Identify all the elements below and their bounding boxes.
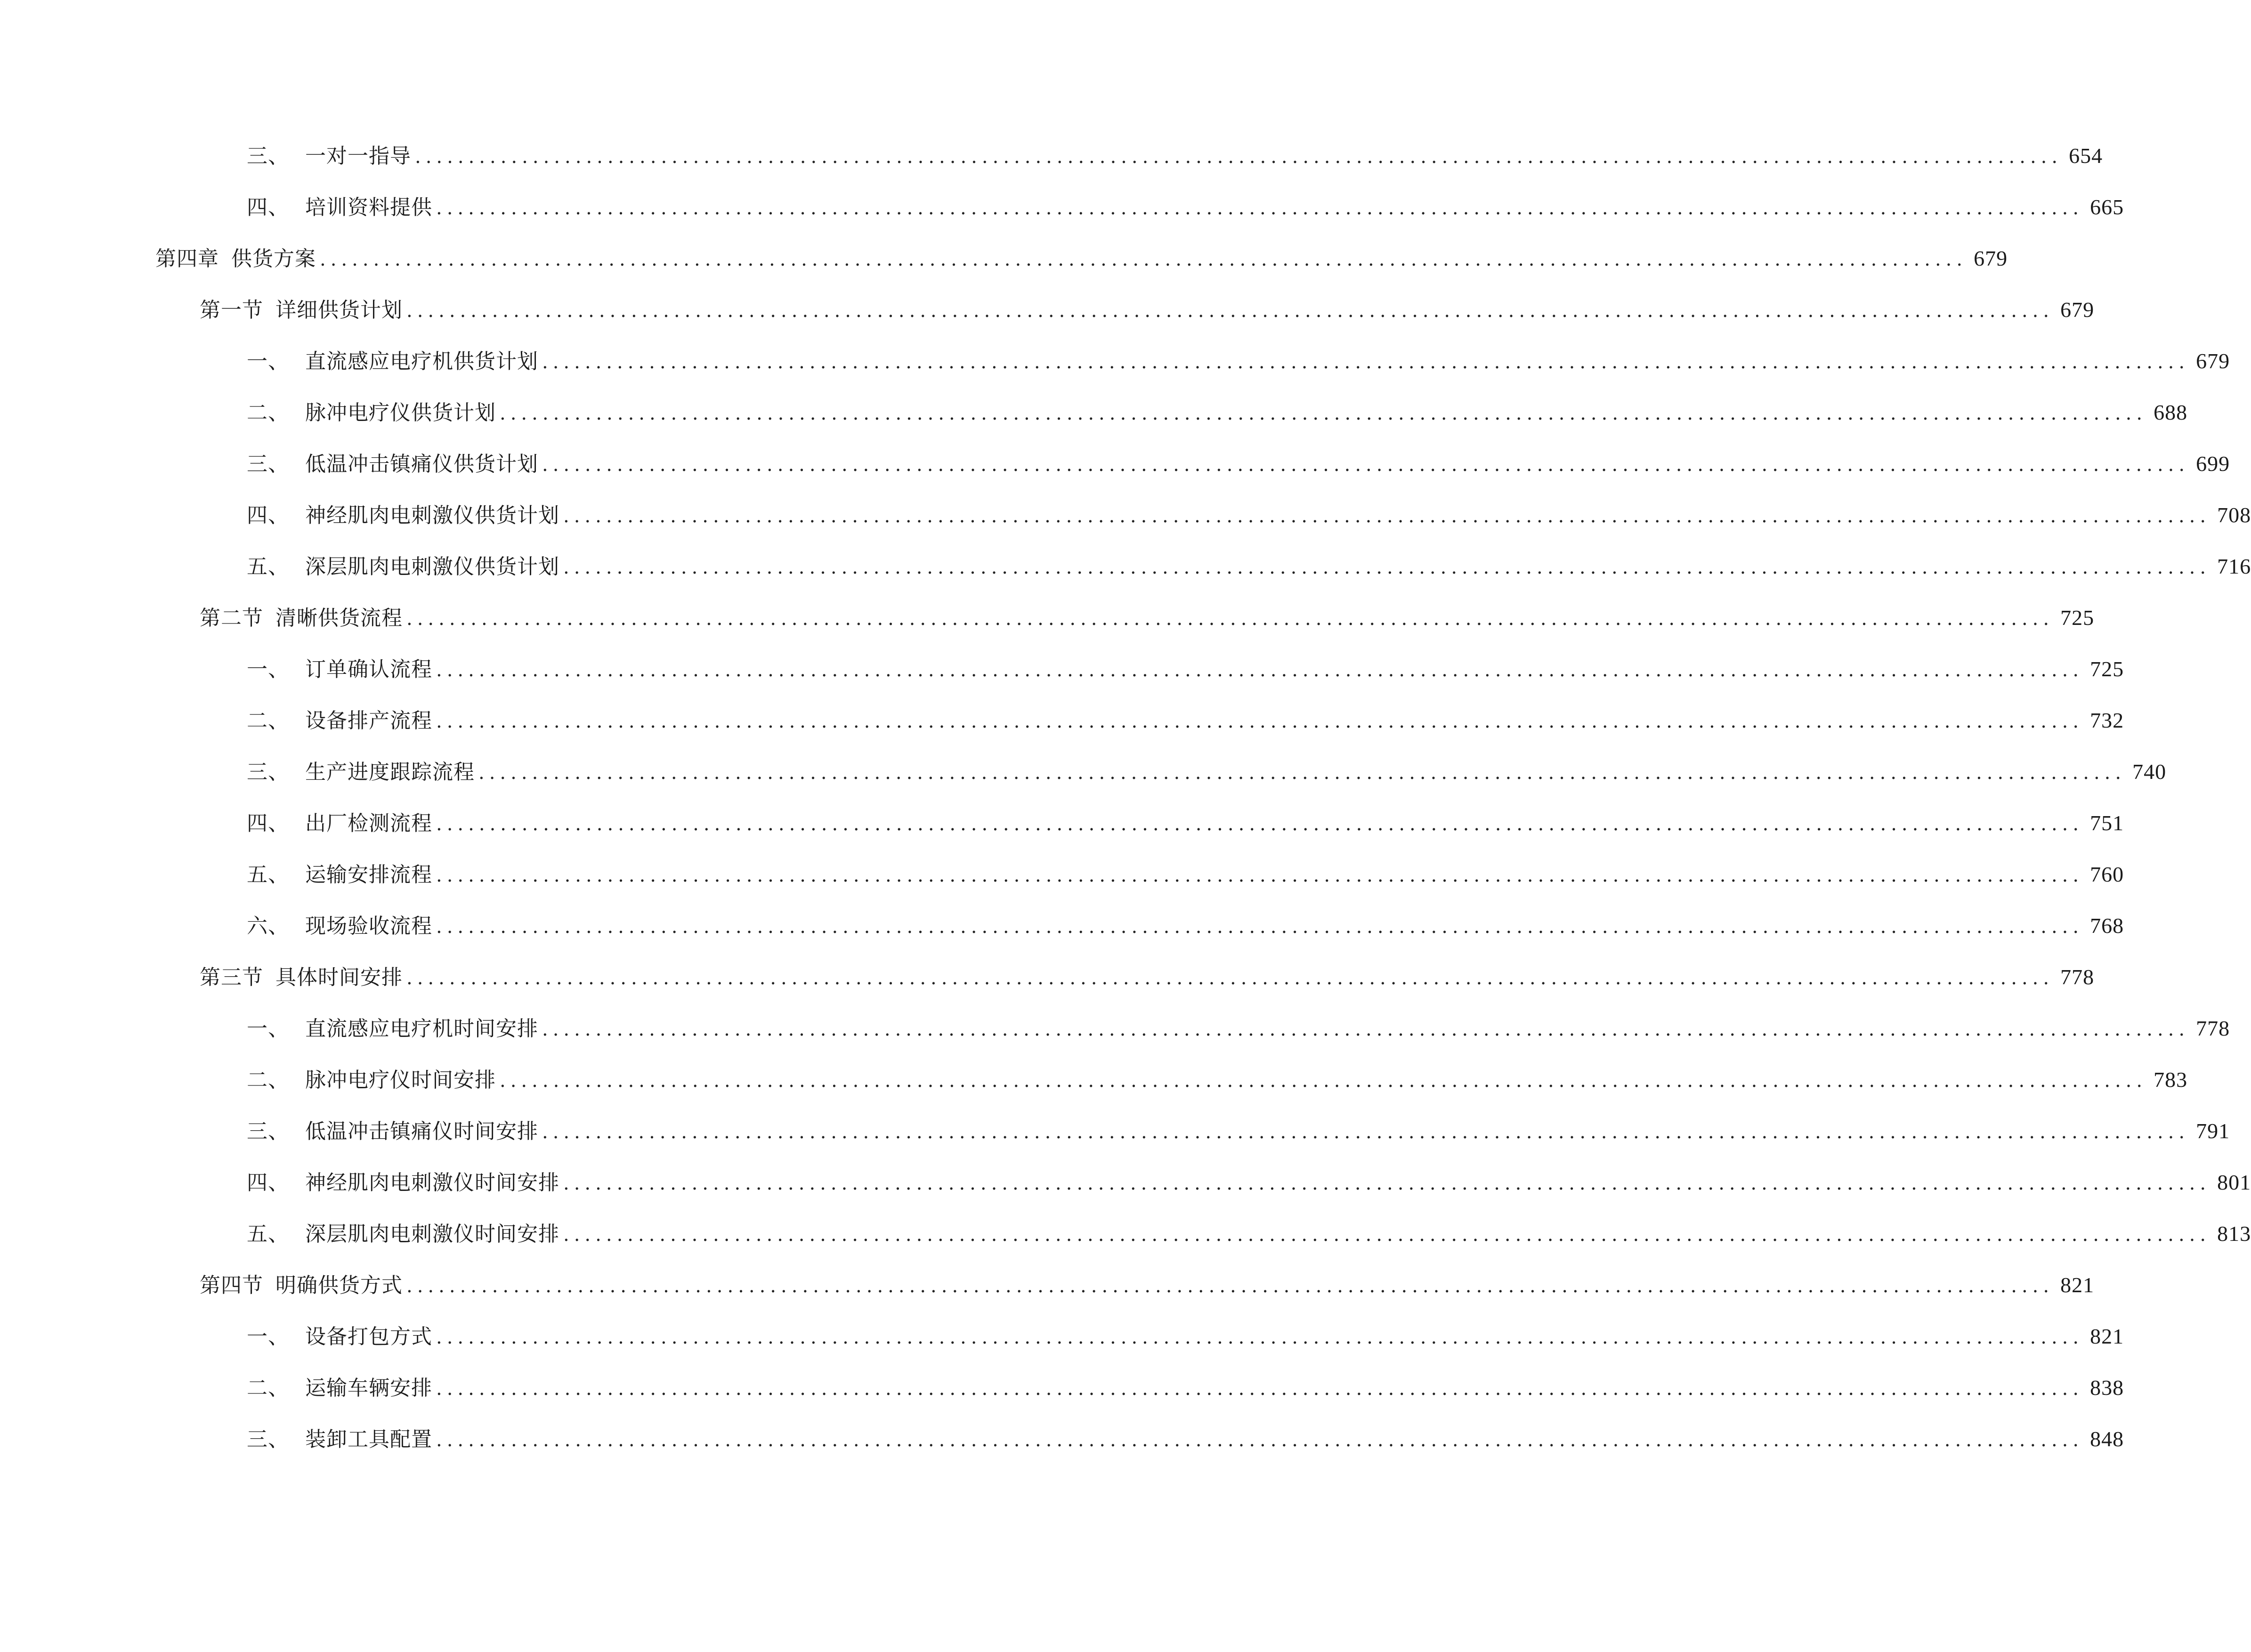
toc-entry-page: 778: [2060, 965, 2095, 989]
toc-entry[interactable]: [247, 1012, 2230, 1045]
toc-entry-number: 一、: [247, 349, 289, 373]
toc-entry-title: 运输安排流程: [305, 863, 432, 887]
dot-leader: ..........................................................................................................................................................: [500, 1070, 2147, 1092]
dot-leader: ..........................................................................................................................................................: [500, 403, 2147, 424]
toc-entry-page: 768: [2090, 914, 2124, 938]
toc-entry[interactable]: [247, 704, 2124, 737]
toc-entry[interactable]: [247, 1063, 2188, 1096]
toc-entry-title: 设备排产流程: [305, 709, 432, 733]
toc-chapter-entry[interactable]: [155, 242, 2008, 275]
toc-entry-number: 四、: [247, 195, 289, 219]
toc-section-entry[interactable]: [200, 961, 2095, 994]
toc-section-entry[interactable]: [200, 1269, 2095, 1302]
dot-leader: ..........................................................................................................................................................: [320, 249, 1968, 270]
toc-entry-page: 801: [2217, 1170, 2251, 1194]
dot-leader: ..........................................................................................................................................................: [436, 916, 2084, 938]
toc-entry-title: 脉冲电疗仪时间安排: [305, 1068, 496, 1092]
toc-entry-title: 脉冲电疗仪供货计划: [305, 401, 496, 425]
toc-entry-page: 716: [2217, 554, 2251, 578]
dot-leader: ..........................................................................................................................................................: [415, 146, 2063, 168]
toc-section-entry[interactable]: [200, 293, 2095, 326]
toc-entry-page: 732: [2090, 708, 2124, 732]
toc-entry-page: 813: [2217, 1222, 2251, 1246]
toc-entry-title: 一对一指导: [305, 144, 411, 168]
dot-leader: ..........................................................................................................................................................: [436, 1378, 2084, 1400]
toc-entry-title: 神经肌肉电刺激仪时间安排: [305, 1171, 559, 1195]
toc-entry-title: 明确供货方式: [275, 1273, 403, 1297]
toc-entry[interactable]: [247, 653, 2124, 686]
dot-leader: ..........................................................................................................................................................: [436, 813, 2084, 835]
toc-entry-number: 四、: [247, 1171, 289, 1195]
toc-entry-title: 详细供货计划: [275, 298, 403, 322]
toc-entry-page: 725: [2090, 657, 2124, 681]
toc-entry-number: 一、: [247, 657, 289, 681]
toc-entry[interactable]: [247, 1115, 2230, 1148]
toc-entry[interactable]: [247, 755, 2167, 788]
dot-leader: ..........................................................................................................................................................: [436, 1327, 2084, 1348]
toc-entry-number: 五、: [247, 555, 289, 579]
toc-entry-page: 708: [2217, 503, 2251, 527]
dot-leader: ..........................................................................................................................................................: [436, 659, 2084, 681]
toc-entry-page: 679: [1974, 246, 2008, 270]
toc-entry-page: 791: [2196, 1119, 2230, 1143]
toc-entry[interactable]: [247, 807, 2124, 840]
toc-entry-page: 760: [2090, 862, 2124, 886]
toc-entry-number: 一、: [247, 1325, 289, 1349]
toc-entry-title: 培训资料提供: [305, 195, 432, 219]
toc-entry-number: 三、: [247, 452, 289, 476]
toc-entry[interactable]: [247, 447, 2230, 480]
dot-leader: ..........................................................................................................................................................: [542, 454, 2190, 476]
dot-leader: ..........................................................................................................................................................: [406, 608, 2054, 630]
toc-entry-number: 三、: [247, 1119, 289, 1143]
toc-entry[interactable]: [247, 550, 2251, 583]
dot-leader: ..........................................................................................................................................................: [406, 300, 2054, 322]
toc-entry-page: 848: [2090, 1427, 2124, 1451]
toc-entry-number: 第四章: [155, 247, 219, 271]
toc-entry-number: 第四节: [200, 1273, 263, 1297]
toc-entry[interactable]: [247, 345, 2230, 378]
dot-leader: ..........................................................................................................................................................: [542, 1121, 2190, 1143]
dot-leader: ..........................................................................................................................................................: [406, 967, 2054, 989]
toc-entry-number: 四、: [247, 503, 289, 527]
toc-entry-number: 二、: [247, 1068, 289, 1092]
toc-entry-title: 清晰供货流程: [275, 606, 403, 630]
dot-leader: ..........................................................................................................................................................: [478, 762, 2126, 784]
toc-entry-page: 679: [2060, 298, 2095, 322]
toc-entry-number: 第一节: [200, 298, 263, 322]
toc-entry[interactable]: [247, 1423, 2124, 1456]
toc-entry-title: 低温冲击镇痛仪供货计划: [305, 452, 538, 476]
toc-entry-number: 第三节: [200, 965, 263, 989]
toc-entry-number: 五、: [247, 863, 289, 887]
toc-entry-page: 688: [2154, 400, 2188, 424]
toc-entry-number: 三、: [247, 760, 289, 784]
toc-entry[interactable]: [247, 396, 2188, 429]
toc-entry-number: 二、: [247, 709, 289, 733]
toc-entry-title: 具体时间安排: [275, 965, 403, 989]
toc-entry-page: 679: [2196, 349, 2230, 373]
toc-entry-number: 一、: [247, 1017, 289, 1041]
toc-entry-number: 四、: [247, 811, 289, 835]
toc-entry[interactable]: [247, 1371, 2124, 1404]
toc-entry-number: 三、: [247, 1427, 289, 1451]
toc-entry-number: 二、: [247, 1376, 289, 1400]
toc-entry-title: 运输车辆安排: [305, 1376, 432, 1400]
toc-entry[interactable]: [247, 1320, 2124, 1353]
toc-entry-number: 二、: [247, 401, 289, 425]
toc-entry[interactable]: [247, 191, 2124, 224]
dot-leader: ..........................................................................................................................................................: [563, 505, 2211, 527]
toc-entry-page: 725: [2060, 606, 2095, 630]
toc-entry[interactable]: [247, 909, 2124, 942]
toc-entry-page: 778: [2196, 1016, 2230, 1040]
toc-entry-number: 五、: [247, 1222, 289, 1246]
toc-entry-title: 订单确认流程: [305, 657, 432, 681]
toc-entry-page: 821: [2060, 1273, 2095, 1297]
toc-entry[interactable]: [247, 858, 2124, 891]
dot-leader: ..........................................................................................................................................................: [436, 711, 2084, 732]
dot-leader: ..........................................................................................................................................................: [436, 865, 2084, 886]
toc-entry-title: 装卸工具配置: [305, 1427, 432, 1451]
toc-entry-page: 740: [2132, 760, 2167, 784]
toc-entry-title: 低温冲击镇痛仪时间安排: [305, 1119, 538, 1143]
toc-entry-page: 665: [2090, 195, 2124, 219]
toc-entry-title: 现场验收流程: [305, 914, 432, 938]
dot-leader: ..........................................................................................................................................................: [563, 1173, 2211, 1194]
dot-leader: ..........................................................................................................................................................: [542, 351, 2190, 373]
toc-entry[interactable]: [247, 1217, 2251, 1250]
toc-entry-title: 生产进度跟踪流程: [305, 760, 475, 784]
dot-leader: ..........................................................................................................................................................: [563, 557, 2211, 578]
toc-entry-title: 深层肌肉电刺激仪供货计划: [305, 555, 559, 579]
toc-entry-page: 783: [2154, 1068, 2188, 1092]
toc-entry-page: 654: [2069, 144, 2103, 168]
toc-entry[interactable]: [247, 499, 2251, 532]
toc-entry-title: 神经肌肉电刺激仪供货计划: [305, 503, 559, 527]
toc-entry-page: 751: [2090, 811, 2124, 835]
toc-entry-number: 三、: [247, 144, 289, 168]
dot-leader: ..........................................................................................................................................................: [542, 1019, 2190, 1040]
dot-leader: ..........................................................................................................................................................: [406, 1275, 2054, 1297]
toc-entry-title: 供货方案: [231, 247, 316, 271]
dot-leader: ..........................................................................................................................................................: [436, 197, 2084, 219]
toc-entry-title: 直流感应电疗机时间安排: [305, 1017, 538, 1041]
toc-entry-page: 699: [2196, 452, 2230, 476]
toc-entry-page: 821: [2090, 1324, 2124, 1348]
toc-entry[interactable]: [247, 1166, 2251, 1199]
toc-entry-number: 六、: [247, 914, 289, 938]
toc-entry-title: 直流感应电疗机供货计划: [305, 349, 538, 373]
toc-entry-title: 深层肌肉电刺激仪时间安排: [305, 1222, 559, 1246]
toc-entry-title: 出厂检测流程: [305, 811, 432, 835]
dot-leader: ..........................................................................................................................................................: [563, 1224, 2211, 1246]
dot-leader: ..........................................................................................................................................................: [436, 1429, 2084, 1451]
toc-entry-number: 第二节: [200, 606, 263, 630]
toc-entry-title: 设备打包方式: [305, 1325, 432, 1349]
toc-entry-page: 838: [2090, 1376, 2124, 1400]
toc-entry[interactable]: [247, 139, 2103, 172]
toc-section-entry[interactable]: [200, 601, 2095, 634]
